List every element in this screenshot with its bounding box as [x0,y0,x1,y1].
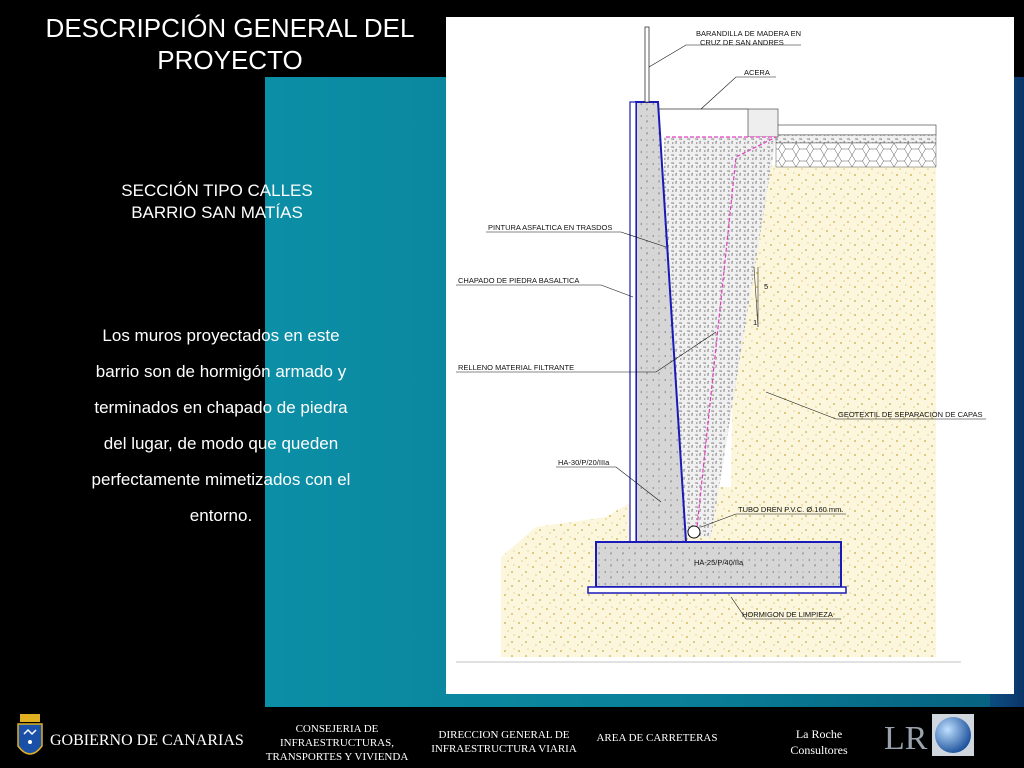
drain-pipe [688,526,700,538]
slope-1-label: 1 [753,318,758,327]
consultora-line-1: La Roche [795,727,843,741]
consejeria-line-1: CONSEJERIA DE [295,723,379,735]
label-geotextil: GEOTEXTIL DE SEPARACION DE CAPAS [838,410,983,419]
globe-logo-icon [932,714,974,756]
curb [748,109,778,137]
slide-title: DESCRIPCIÓN GENERAL DEL PROYECTO [45,13,415,75]
railing-post [645,27,649,102]
direccion-line-2: INFRAESTRUCTURA VIARIA [431,743,577,755]
direccion-block [424,728,584,756]
slope-5-label: 5 [764,282,769,291]
retaining-wall-section-drawing [446,17,1014,694]
consejeria-line-2: INFRAESTRUCTURAS, [280,737,394,749]
consejeria-line-3: TRANSPORTES Y VIVIENDA [265,751,409,763]
lean-concrete [588,587,846,593]
label-tubo-dren: TUBO DREN P.V.C. Ø 160 mm. [738,505,844,514]
cross-section-svg [446,17,1014,694]
gobierno-canarias-label: GOBIERNO DE CANARIAS [50,732,244,749]
label-chapado: CHAPADO DE PIEDRA BASALTICA [458,276,580,285]
project-description: Los muros proyectados en este barrio son de hormigón armado y terminados en chapado de piedra del lugar, de modo que queden perfectamente mimetizados con el entorno. [91,326,351,525]
section-title: SECCIÓN TIPO CALLES BARRIO SAN MATÍAS [121,181,313,222]
label-ha30: HA-30/P/20/IIIa [558,458,610,467]
label-pintura: PINTURA ASFALTICA EN TRASDOS [488,223,613,232]
label-barandilla-1: BARANDILLA DE MADERA EN [696,29,802,38]
label-barandilla-2: CRUZ DE SAN ANDRES [700,38,784,47]
area-carreteras-label: AREA DE CARRETERAS [596,732,718,744]
consultora-block [774,726,864,758]
canarias-crest-icon [14,712,46,764]
consultora-line-2: Consultores [790,743,848,757]
subbase-layer [776,143,936,167]
direccion-line-1: DIRECCION GENERAL DE [438,729,570,741]
label-ha25: HA-25/P/40/IIa [694,558,744,567]
consejeria-block [262,722,412,764]
lr-logo-text: LR [884,720,928,757]
pavement-top [776,125,936,135]
label-acera: ACERA [744,68,770,77]
label-relleno: RELLENO MATERIAL FILTRANTE [458,363,575,372]
stone-cladding [630,102,636,542]
label-hormigon-limpieza: HORMIGON DE LIMPIEZA [742,610,833,619]
